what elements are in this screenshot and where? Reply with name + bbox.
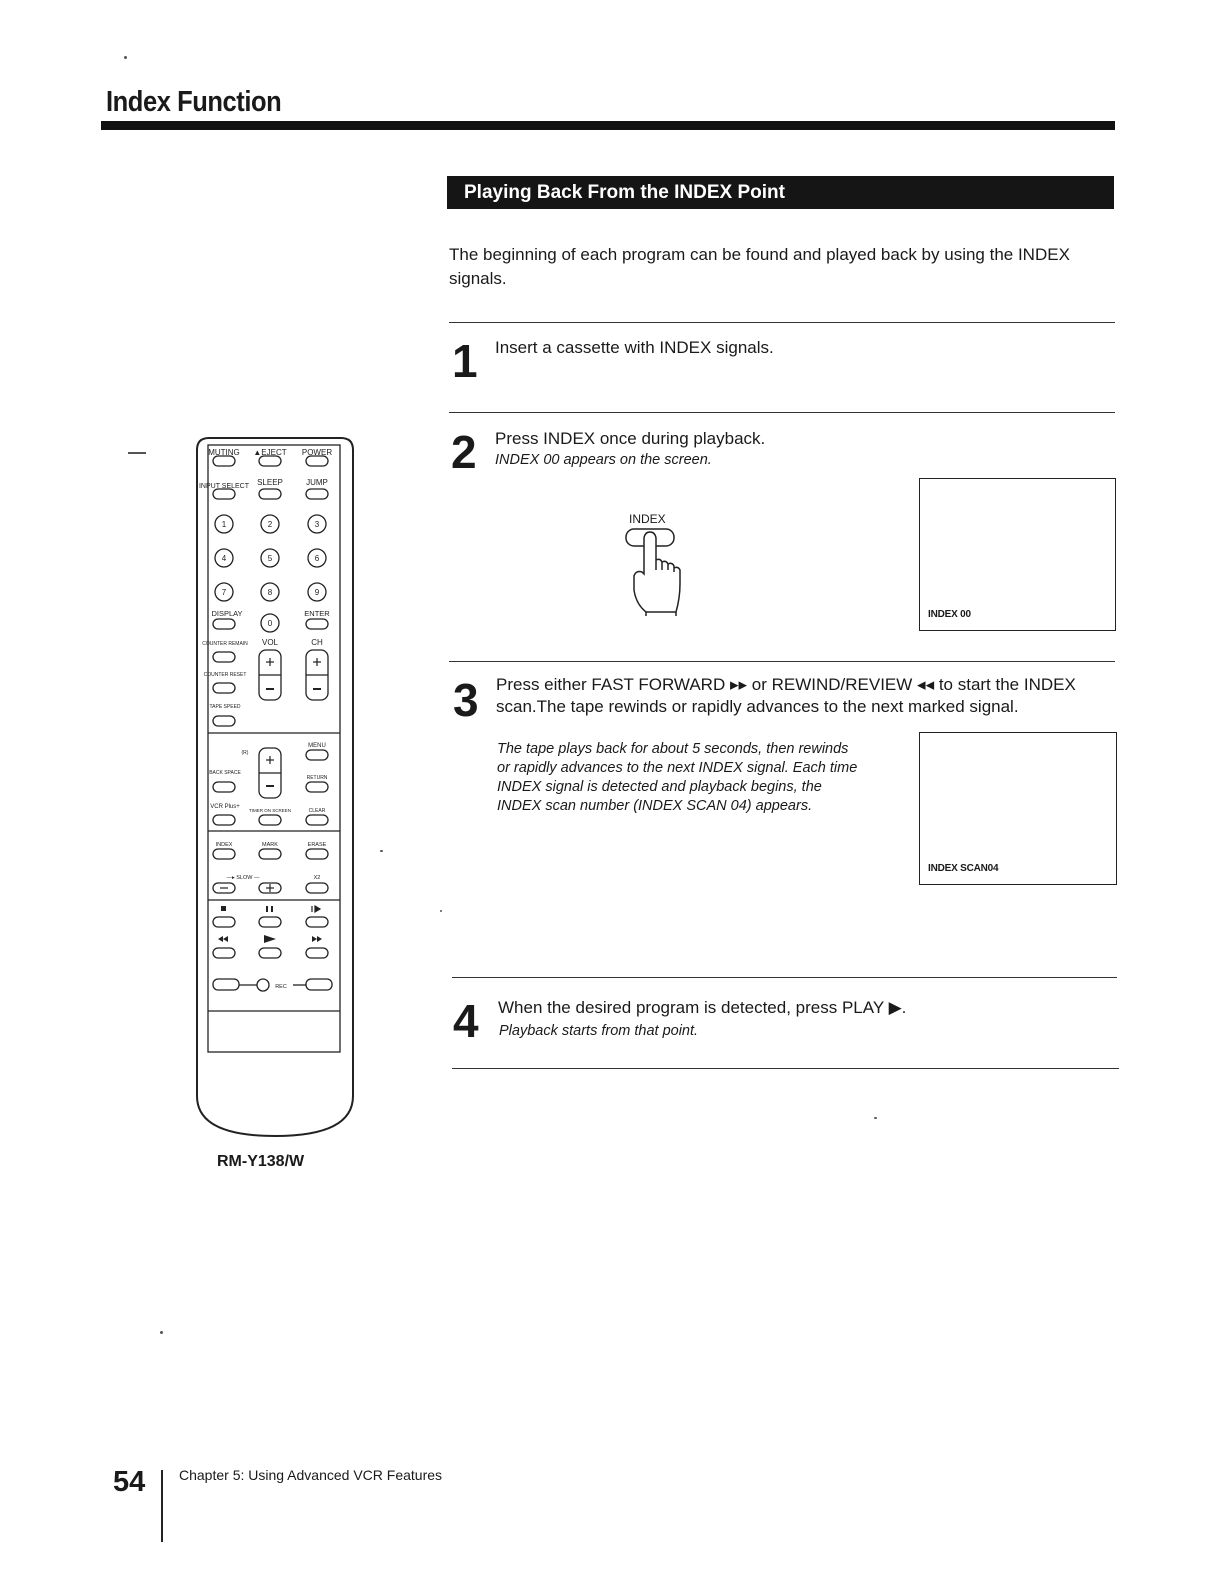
step-1-text: Insert a cassette with INDEX signals.: [495, 338, 774, 357]
remote-label-rec: REC: [275, 984, 287, 990]
remote-label-input-select: INPUT SELECT: [198, 483, 250, 490]
remote-label-eject: ▲EJECT: [253, 448, 287, 457]
title-rule: [101, 121, 1115, 130]
digit-label: 1: [221, 520, 227, 529]
step-4-text: When the desired program is detected, press PLAY ▶.: [498, 998, 907, 1017]
remote-model-caption: RM-Y138/W: [217, 1153, 305, 1170]
remote-label-display: DISPLAY: [211, 609, 243, 618]
hand-press-icon: [620, 526, 690, 618]
tv-screen: [919, 732, 1117, 885]
screen-osd-text: INDEX SCAN04: [928, 863, 999, 874]
scan-speck: [160, 1331, 163, 1334]
remote-label-vol: VOL: [261, 638, 279, 647]
remote-label-muting: MUTING: [208, 448, 240, 457]
step-2-number: 2: [451, 426, 477, 478]
remote-label-jump: JUMP: [306, 478, 328, 487]
remote-label-x2: X2: [313, 875, 321, 881]
index-button-label: INDEX: [629, 512, 666, 526]
footer-rule: [161, 1470, 163, 1542]
step-divider: [452, 977, 1117, 978]
tv-screen: [919, 478, 1116, 631]
remote-label-mark: MARK: [262, 842, 278, 848]
step-2-text: Press INDEX once during playback.: [495, 429, 766, 448]
scan-speck: [124, 56, 127, 59]
step-2-note: INDEX 00 appears on the screen.: [495, 452, 712, 468]
digit-label: 5: [267, 554, 273, 563]
remote-label-counter-remain: COUNTER REMAIN: [202, 641, 248, 647]
remote-label-return: RETURN: [306, 775, 328, 781]
remote-label-back-space: BACK SPACE: [209, 770, 241, 776]
step-1-number: 1: [452, 335, 478, 387]
remote-label-clear: CLEAR: [308, 808, 326, 814]
step-4-note: Playback starts from that point.: [499, 1023, 699, 1039]
page-number: 54: [113, 1466, 146, 1498]
remote-label-index: INDEX: [215, 842, 233, 848]
remote-label-counter-reset: COUNTER RESET: [203, 672, 247, 678]
remote-label-timer-on-screen: TIMER ON SCREEN: [248, 808, 292, 813]
step-divider: [449, 412, 1115, 413]
chapter-title: Chapter 5: Using Advanced VCR Features: [179, 1467, 443, 1483]
digit-label: 3: [314, 520, 320, 529]
remote-label-power: POWER: [301, 448, 333, 457]
step-divider: [449, 322, 1115, 323]
step-3-note: The tape plays back for about 5 seconds, then rewinds or rapidly advances to the next INDEX signal. Each time INDEX signal is detected and playback begins, the INDEX scan number (INDEX SCAN 04) appears.: [497, 741, 858, 814]
step-3-number: 3: [453, 674, 479, 726]
digit-label: 4: [221, 554, 227, 563]
section-heading: Playing Back From the INDEX Point: [447, 176, 1114, 209]
remote-label-menu: MENU: [308, 743, 326, 749]
remote-label-vcr-plus: VCR Plus+: [210, 804, 240, 810]
scan-mark: [128, 452, 146, 454]
scan-speck: [874, 1117, 877, 1119]
page-title: Index Function: [106, 86, 282, 118]
remote-label-r: (R): [241, 750, 249, 756]
step-3-text: Press either FAST FORWARD ▸▸ or REWIND/REVIEW ◂◂ to start the INDEX scan.The tape rewinds or rapidly advances to the next marked signal.: [496, 675, 1076, 716]
remote-label-sleep: SLEEP: [257, 478, 283, 487]
remote-label-slow: —▸ SLOW —: [226, 875, 260, 881]
digit-label: 9: [314, 588, 320, 597]
step-divider: [449, 661, 1115, 662]
digit-label: 2: [267, 520, 273, 529]
remote-label-ch: CH: [311, 638, 323, 647]
remote-label-enter: ENTER: [304, 609, 330, 618]
digit-label: 7: [221, 588, 227, 597]
digit-label: 8: [267, 588, 273, 597]
remote-label-erase: ERASE: [307, 842, 327, 848]
step-4-number: 4: [453, 995, 479, 1047]
digit-label: 6: [314, 554, 320, 563]
scan-speck: [440, 910, 442, 912]
step-divider: [452, 1068, 1119, 1069]
digit-label: 0: [267, 619, 273, 628]
screen-osd-text: INDEX 00: [928, 609, 971, 620]
intro-paragraph: The beginning of each program can be found and played back by using the INDEX signals.: [449, 245, 1070, 288]
remote-label-tape-speed: TAPE SPEED: [209, 704, 241, 710]
remote-control-illustration: [195, 436, 357, 1142]
scan-speck: [380, 850, 383, 852]
